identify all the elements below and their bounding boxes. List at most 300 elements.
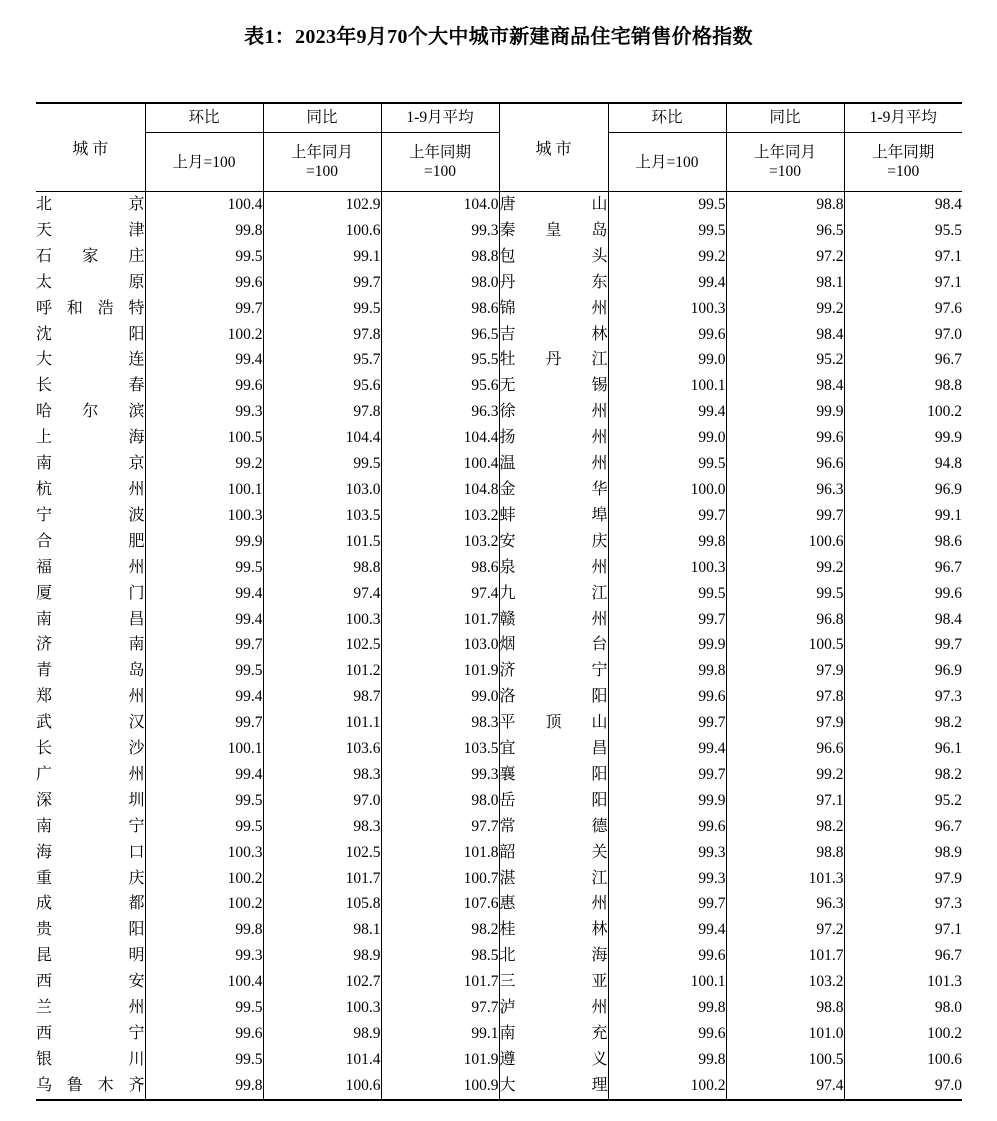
cell-mom-left: 100.1: [145, 477, 263, 503]
cell-avg-left: 98.6: [381, 555, 499, 581]
cell-mom-left: 99.7: [145, 710, 263, 736]
cell-mom-right: 99.0: [608, 425, 726, 451]
cell-mom-left: 99.8: [145, 218, 263, 244]
table-row: [36, 425, 962, 451]
header-avg-right: 1-9月平均: [844, 103, 962, 133]
cell-city-left: 太原: [36, 270, 145, 296]
table-row: [36, 1073, 962, 1100]
cell-mom-left: 99.5: [145, 555, 263, 581]
cell-city-right: 泸州: [499, 995, 608, 1021]
cell-avg-left: 107.6: [381, 891, 499, 917]
cell-mom-right: 100.3: [608, 296, 726, 322]
cell-avg-left: 104.0: [381, 192, 499, 218]
header-mom-basis-right: 上月=100: [608, 133, 726, 192]
cell-mom-right: 99.8: [608, 529, 726, 555]
cell-avg-left: 103.2: [381, 503, 499, 529]
cell-avg-left: 101.9: [381, 658, 499, 684]
cell-avg-right: 97.9: [844, 866, 962, 892]
cell-yoy-left: 101.5: [263, 529, 381, 555]
cell-city-right: 金华: [499, 477, 608, 503]
cell-city-left: 西宁: [36, 1021, 145, 1047]
cell-avg-right: 98.2: [844, 762, 962, 788]
cell-mom-right: 99.6: [608, 943, 726, 969]
cell-avg-left: 100.4: [381, 451, 499, 477]
cell-avg-left: 96.5: [381, 322, 499, 348]
cell-yoy-left: 99.7: [263, 270, 381, 296]
cell-avg-left: 98.3: [381, 710, 499, 736]
table-row: [36, 399, 962, 425]
header-yoy-basis-right-line2: =100: [769, 163, 801, 180]
table-body: [36, 192, 962, 1100]
cell-city-left: 呼和浩特: [36, 296, 145, 322]
cell-city-right: 常德: [499, 814, 608, 840]
cell-yoy-left: 97.0: [263, 788, 381, 814]
cell-avg-left: 103.0: [381, 632, 499, 658]
cell-city-left: 北京: [36, 192, 145, 218]
table-row: [36, 762, 962, 788]
cell-city-right: 桂林: [499, 917, 608, 943]
cell-avg-right: 96.7: [844, 814, 962, 840]
cell-yoy-left: 101.4: [263, 1047, 381, 1073]
header-avg-left: 1-9月平均: [381, 103, 499, 133]
cell-city-right: 温州: [499, 451, 608, 477]
cell-yoy-right: 99.7: [726, 503, 844, 529]
table-row: [36, 218, 962, 244]
cell-avg-left: 104.8: [381, 477, 499, 503]
table-row: [36, 322, 962, 348]
cell-avg-left: 100.7: [381, 866, 499, 892]
table-row: [36, 632, 962, 658]
cell-mom-right: 100.3: [608, 555, 726, 581]
cell-yoy-right: 98.8: [726, 840, 844, 866]
cell-city-right: 洛阳: [499, 684, 608, 710]
cell-mom-left: 100.1: [145, 736, 263, 762]
cell-avg-right: 98.2: [844, 710, 962, 736]
cell-city-right: 吉林: [499, 322, 608, 348]
cell-mom-right: 99.4: [608, 270, 726, 296]
cell-yoy-right: 97.9: [726, 710, 844, 736]
cell-mom-right: 100.1: [608, 969, 726, 995]
header-mom-basis-left: 上月=100: [145, 133, 263, 192]
cell-city-left: 深圳: [36, 788, 145, 814]
cell-city-left: 厦门: [36, 581, 145, 607]
cell-avg-right: 97.3: [844, 891, 962, 917]
cell-avg-left: 98.6: [381, 296, 499, 322]
table-row: [36, 477, 962, 503]
cell-avg-right: 99.1: [844, 503, 962, 529]
cell-city-left: 武汉: [36, 710, 145, 736]
cell-yoy-left: 99.5: [263, 296, 381, 322]
cell-mom-left: 100.3: [145, 840, 263, 866]
cell-city-left: 青岛: [36, 658, 145, 684]
cell-yoy-left: 102.7: [263, 969, 381, 995]
cell-yoy-right: 96.6: [726, 736, 844, 762]
cell-city-right: 唐山: [499, 192, 608, 218]
cell-avg-left: 97.4: [381, 581, 499, 607]
table-row: [36, 244, 962, 270]
header-avg-basis-right-line1: 上年同期: [872, 144, 935, 161]
cell-yoy-right: 97.1: [726, 788, 844, 814]
cell-yoy-left: 103.0: [263, 477, 381, 503]
cell-avg-right: 99.7: [844, 632, 962, 658]
cell-city-right: 惠州: [499, 891, 608, 917]
table-row: [36, 296, 962, 322]
cell-yoy-left: 95.6: [263, 373, 381, 399]
price-index-table: [36, 102, 962, 1101]
cell-yoy-right: 99.2: [726, 555, 844, 581]
cell-avg-right: 96.1: [844, 736, 962, 762]
cell-yoy-left: 104.4: [263, 425, 381, 451]
cell-avg-right: 98.0: [844, 995, 962, 1021]
cell-avg-right: 97.3: [844, 684, 962, 710]
cell-city-right: 泉州: [499, 555, 608, 581]
cell-avg-right: 101.3: [844, 969, 962, 995]
cell-mom-left: 99.5: [145, 788, 263, 814]
page-title: 表1：2023年9月70个大中城市新建商品住宅销售价格指数: [244, 26, 753, 48]
cell-mom-right: 99.9: [608, 632, 726, 658]
cell-city-right: 牡丹江: [499, 347, 608, 373]
cell-mom-left: 99.6: [145, 270, 263, 296]
cell-yoy-right: 101.0: [726, 1021, 844, 1047]
cell-yoy-right: 100.5: [726, 632, 844, 658]
cell-mom-right: 99.3: [608, 840, 726, 866]
cell-yoy-left: 98.3: [263, 762, 381, 788]
cell-city-right: 赣州: [499, 607, 608, 633]
header-yoy-basis-right: [726, 133, 844, 192]
cell-yoy-right: 99.2: [726, 296, 844, 322]
cell-avg-left: 97.7: [381, 814, 499, 840]
cell-mom-right: 99.6: [608, 322, 726, 348]
cell-yoy-left: 105.8: [263, 891, 381, 917]
header-city-left: 城市: [36, 103, 145, 192]
cell-city-right: 徐州: [499, 399, 608, 425]
cell-yoy-right: 100.5: [726, 1047, 844, 1073]
cell-mom-left: 99.5: [145, 814, 263, 840]
cell-avg-right: 96.7: [844, 943, 962, 969]
cell-mom-right: 99.5: [608, 581, 726, 607]
cell-yoy-left: 102.5: [263, 632, 381, 658]
cell-yoy-left: 101.7: [263, 866, 381, 892]
cell-yoy-right: 96.5: [726, 218, 844, 244]
cell-mom-left: 99.5: [145, 1047, 263, 1073]
cell-avg-right: 97.0: [844, 322, 962, 348]
cell-mom-left: 99.6: [145, 373, 263, 399]
cell-yoy-right: 100.6: [726, 529, 844, 555]
cell-yoy-left: 98.1: [263, 917, 381, 943]
table-row: [36, 814, 962, 840]
cell-avg-right: 99.6: [844, 581, 962, 607]
cell-yoy-left: 99.1: [263, 244, 381, 270]
cell-mom-right: 99.9: [608, 788, 726, 814]
cell-avg-right: 100.2: [844, 399, 962, 425]
cell-city-right: 宜昌: [499, 736, 608, 762]
cell-mom-left: 100.2: [145, 866, 263, 892]
cell-mom-right: 99.4: [608, 917, 726, 943]
cell-yoy-right: 99.5: [726, 581, 844, 607]
cell-yoy-left: 98.3: [263, 814, 381, 840]
cell-city-right: 烟台: [499, 632, 608, 658]
cell-yoy-left: 97.4: [263, 581, 381, 607]
cell-mom-left: 99.8: [145, 1073, 263, 1100]
cell-yoy-right: 98.4: [726, 322, 844, 348]
table-row: [36, 891, 962, 917]
cell-city-left: 重庆: [36, 866, 145, 892]
cell-city-right: 安庆: [499, 529, 608, 555]
cell-city-left: 济南: [36, 632, 145, 658]
cell-mom-right: 99.8: [608, 658, 726, 684]
cell-mom-left: 99.4: [145, 762, 263, 788]
cell-avg-right: 95.2: [844, 788, 962, 814]
cell-yoy-left: 98.9: [263, 1021, 381, 1047]
cell-avg-right: 98.4: [844, 192, 962, 218]
cell-city-left: 长春: [36, 373, 145, 399]
cell-city-right: 北海: [499, 943, 608, 969]
cell-avg-right: 96.7: [844, 347, 962, 373]
cell-mom-right: 99.4: [608, 399, 726, 425]
header-mom-right: 环比: [608, 103, 726, 133]
cell-mom-right: 99.0: [608, 347, 726, 373]
cell-mom-right: 99.6: [608, 684, 726, 710]
cell-mom-right: 99.7: [608, 503, 726, 529]
cell-avg-left: 99.0: [381, 684, 499, 710]
cell-avg-left: 98.2: [381, 917, 499, 943]
cell-mom-left: 99.7: [145, 296, 263, 322]
cell-city-left: 兰州: [36, 995, 145, 1021]
cell-city-right: 济宁: [499, 658, 608, 684]
cell-yoy-right: 101.7: [726, 943, 844, 969]
cell-avg-right: 98.4: [844, 607, 962, 633]
cell-avg-left: 95.5: [381, 347, 499, 373]
cell-mom-left: 100.5: [145, 425, 263, 451]
cell-city-right: 锦州: [499, 296, 608, 322]
price-index-table-container: [36, 102, 962, 1101]
cell-city-left: 广州: [36, 762, 145, 788]
cell-yoy-right: 96.3: [726, 477, 844, 503]
cell-avg-left: 101.8: [381, 840, 499, 866]
table-row: [36, 969, 962, 995]
cell-yoy-left: 103.6: [263, 736, 381, 762]
cell-city-right: 湛江: [499, 866, 608, 892]
table-row: [36, 192, 962, 218]
header-avg-basis-right-line2: =100: [887, 163, 920, 180]
table-row: [36, 684, 962, 710]
cell-yoy-right: 103.2: [726, 969, 844, 995]
cell-city-left: 西安: [36, 969, 145, 995]
cell-avg-right: 94.8: [844, 451, 962, 477]
table-row: [36, 943, 962, 969]
cell-avg-left: 103.2: [381, 529, 499, 555]
cell-city-right: 丹东: [499, 270, 608, 296]
header-avg-basis-left-line1: 上年同期: [408, 144, 471, 161]
cell-yoy-right: 97.9: [726, 658, 844, 684]
cell-avg-left: 103.5: [381, 736, 499, 762]
cell-yoy-right: 97.2: [726, 244, 844, 270]
cell-city-left: 合肥: [36, 529, 145, 555]
cell-mom-left: 99.4: [145, 684, 263, 710]
cell-yoy-right: 98.8: [726, 192, 844, 218]
cell-mom-right: 99.6: [608, 814, 726, 840]
cell-city-right: 平顶山: [499, 710, 608, 736]
cell-avg-right: 96.9: [844, 477, 962, 503]
cell-mom-right: 99.4: [608, 736, 726, 762]
cell-city-right: 包头: [499, 244, 608, 270]
cell-avg-left: 98.8: [381, 244, 499, 270]
cell-city-left: 沈阳: [36, 322, 145, 348]
cell-city-left: 杭州: [36, 477, 145, 503]
cell-mom-right: 99.5: [608, 192, 726, 218]
cell-city-left: 乌鲁木齐: [36, 1073, 145, 1100]
cell-mom-right: 99.7: [608, 607, 726, 633]
cell-yoy-left: 100.3: [263, 995, 381, 1021]
cell-yoy-right: 99.9: [726, 399, 844, 425]
cell-city-right: 襄阳: [499, 762, 608, 788]
cell-avg-right: 100.2: [844, 1021, 962, 1047]
cell-yoy-left: 97.8: [263, 322, 381, 348]
cell-mom-left: 99.9: [145, 529, 263, 555]
cell-yoy-right: 97.8: [726, 684, 844, 710]
cell-yoy-left: 99.5: [263, 451, 381, 477]
table-row: [36, 995, 962, 1021]
cell-city-left: 福州: [36, 555, 145, 581]
cell-yoy-right: 96.6: [726, 451, 844, 477]
cell-city-right: 秦皇岛: [499, 218, 608, 244]
cell-avg-left: 100.9: [381, 1073, 499, 1100]
cell-yoy-left: 97.8: [263, 399, 381, 425]
cell-mom-left: 99.3: [145, 943, 263, 969]
cell-mom-left: 99.5: [145, 244, 263, 270]
cell-city-right: 遵义: [499, 1047, 608, 1073]
cell-yoy-left: 100.3: [263, 607, 381, 633]
header-yoy-basis-left-line2: =100: [306, 163, 338, 180]
cell-city-left: 上海: [36, 425, 145, 451]
cell-mom-left: 99.7: [145, 632, 263, 658]
cell-city-left: 成都: [36, 891, 145, 917]
cell-mom-left: 100.3: [145, 503, 263, 529]
cell-yoy-left: 102.5: [263, 840, 381, 866]
cell-avg-right: 95.5: [844, 218, 962, 244]
cell-avg-right: 97.1: [844, 270, 962, 296]
cell-yoy-right: 99.2: [726, 762, 844, 788]
table-row: [36, 607, 962, 633]
cell-city-left: 贵阳: [36, 917, 145, 943]
header-avg-basis-right: [844, 133, 962, 192]
cell-avg-right: 96.9: [844, 658, 962, 684]
table-row: [36, 555, 962, 581]
cell-yoy-left: 100.6: [263, 1073, 381, 1100]
cell-avg-left: 99.3: [381, 218, 499, 244]
cell-avg-right: 97.6: [844, 296, 962, 322]
cell-avg-left: 101.7: [381, 607, 499, 633]
cell-yoy-left: 98.8: [263, 555, 381, 581]
cell-city-left: 南昌: [36, 607, 145, 633]
cell-avg-left: 98.0: [381, 270, 499, 296]
cell-city-left: 海口: [36, 840, 145, 866]
cell-mom-left: 99.2: [145, 451, 263, 477]
cell-yoy-right: 96.8: [726, 607, 844, 633]
table-row: [36, 736, 962, 762]
cell-mom-right: 99.3: [608, 866, 726, 892]
cell-avg-left: 99.3: [381, 762, 499, 788]
cell-mom-right: 99.2: [608, 244, 726, 270]
table-row: [36, 529, 962, 555]
cell-avg-left: 104.4: [381, 425, 499, 451]
cell-city-left: 银川: [36, 1047, 145, 1073]
cell-city-right: 蚌埠: [499, 503, 608, 529]
cell-mom-right: 99.5: [608, 218, 726, 244]
header-avg-basis-left: [381, 133, 499, 192]
cell-yoy-left: 100.6: [263, 218, 381, 244]
cell-mom-left: 99.8: [145, 917, 263, 943]
cell-city-left: 郑州: [36, 684, 145, 710]
cell-yoy-left: 98.7: [263, 684, 381, 710]
table-row: [36, 451, 962, 477]
cell-yoy-right: 96.3: [726, 891, 844, 917]
cell-mom-left: 99.4: [145, 607, 263, 633]
header-avg-basis-left-line2: =100: [424, 163, 456, 180]
cell-avg-left: 98.0: [381, 788, 499, 814]
table-row: [36, 840, 962, 866]
header-city-right: 城市: [499, 103, 608, 192]
cell-avg-right: 97.0: [844, 1073, 962, 1100]
cell-city-left: 长沙: [36, 736, 145, 762]
cell-city-right: 韶关: [499, 840, 608, 866]
cell-yoy-left: 98.9: [263, 943, 381, 969]
cell-yoy-right: 98.4: [726, 373, 844, 399]
table-row: [36, 347, 962, 373]
cell-mom-right: 99.8: [608, 1047, 726, 1073]
cell-avg-right: 98.9: [844, 840, 962, 866]
cell-yoy-right: 99.6: [726, 425, 844, 451]
header-yoy-basis-left: [263, 133, 381, 192]
cell-avg-left: 97.7: [381, 995, 499, 1021]
cell-city-right: 无锡: [499, 373, 608, 399]
table-row: [36, 581, 962, 607]
cell-avg-right: 97.1: [844, 917, 962, 943]
cell-avg-right: 98.6: [844, 529, 962, 555]
table-row: [36, 917, 962, 943]
cell-city-right: 九江: [499, 581, 608, 607]
cell-avg-right: 99.9: [844, 425, 962, 451]
cell-city-right: 岳阳: [499, 788, 608, 814]
table-row: [36, 1021, 962, 1047]
cell-yoy-right: 95.2: [726, 347, 844, 373]
cell-yoy-left: 101.1: [263, 710, 381, 736]
cell-city-right: 南充: [499, 1021, 608, 1047]
cell-city-right: 三亚: [499, 969, 608, 995]
cell-mom-left: 99.6: [145, 1021, 263, 1047]
table-row: [36, 1047, 962, 1073]
cell-city-left: 石家庄: [36, 244, 145, 270]
cell-avg-right: 100.6: [844, 1047, 962, 1073]
cell-mom-right: 99.5: [608, 451, 726, 477]
cell-yoy-right: 97.4: [726, 1073, 844, 1100]
cell-mom-left: 99.4: [145, 347, 263, 373]
cell-mom-left: 100.4: [145, 969, 263, 995]
cell-yoy-left: 103.5: [263, 503, 381, 529]
header-mom-left: 环比: [145, 103, 263, 133]
cell-mom-right: 100.1: [608, 373, 726, 399]
cell-mom-right: 99.7: [608, 762, 726, 788]
header-yoy-left: 同比: [263, 103, 381, 133]
cell-mom-right: 99.6: [608, 1021, 726, 1047]
cell-mom-left: 99.5: [145, 995, 263, 1021]
cell-yoy-right: 101.3: [726, 866, 844, 892]
cell-yoy-left: 101.2: [263, 658, 381, 684]
table-row: [36, 270, 962, 296]
cell-mom-right: 99.7: [608, 891, 726, 917]
cell-city-right: 扬州: [499, 425, 608, 451]
table-row: [36, 503, 962, 529]
